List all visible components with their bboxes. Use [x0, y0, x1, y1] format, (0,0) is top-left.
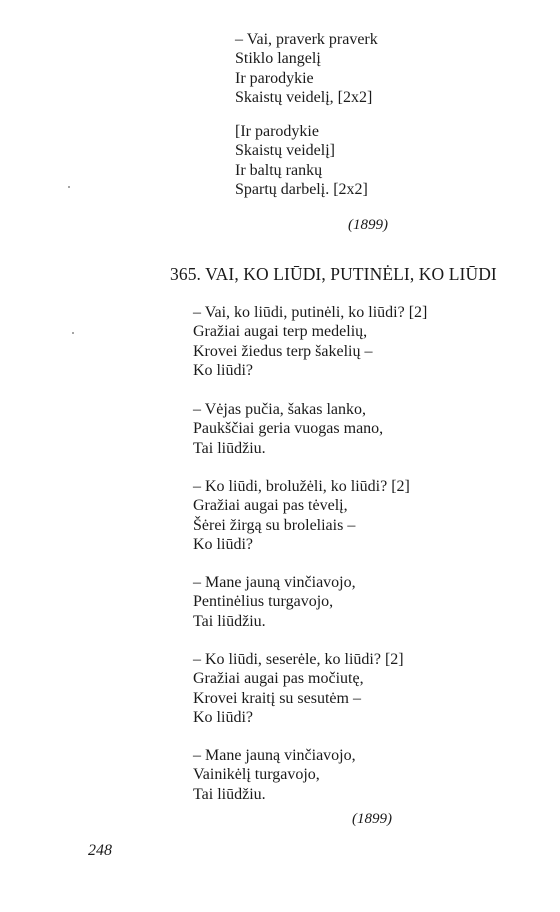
poem-line: Gražiai augai terp medelių, [193, 323, 368, 341]
poem-stanza [193, 746, 356, 804]
poem-stanza [193, 400, 383, 458]
scan-speck [72, 332, 74, 334]
scan-speck [68, 186, 70, 188]
poem-line: [Ir parodykie [235, 123, 319, 140]
poem-line: – Vėjas pučia, šakas lanko, [193, 401, 366, 418]
poem-line: Ko liūdi? [193, 709, 253, 727]
poem-line: Gražiai augai pas tėvelį, [193, 497, 348, 515]
poem-line: – Ko liūdi, seserėle, ko liūdi? [2] [193, 651, 404, 668]
poem-line: Tai liūdžiu. [193, 439, 266, 457]
poem-line: Ko liūdi? [193, 362, 253, 380]
poem-stanza [235, 122, 368, 200]
poem-year: (1899) [348, 217, 388, 233]
poem-line: Vainikėlį turgavojo, [193, 766, 320, 784]
poem-line: Tai liūdžiu. [193, 612, 266, 630]
poem-line: Krovei kraitį su sesutėm – [193, 689, 361, 707]
poem-line: Ir baltų rankų [235, 161, 323, 179]
poem-line: Pentinėlius turgavojo, [193, 593, 334, 611]
poem-stanza [193, 650, 404, 728]
poem-line: – Mane jauną vinčiavojo, [193, 747, 356, 764]
poem-line: Krovei žiedus terp šakelių – [193, 342, 373, 360]
poem-line: – Vai, praverk praverk [235, 31, 378, 48]
poem-line: Skaistų veidelį] [235, 142, 335, 160]
poem-stanza [193, 303, 427, 381]
poem-line: Stiklo langelį [235, 50, 321, 68]
page-number: 248 [88, 842, 112, 859]
poem-line: Paukščiai geria vuogas mano, [193, 420, 384, 438]
poem-line: Šėrei žirgą su broleliais – [193, 516, 356, 534]
poem-line: – Ko liūdi, brolužėli, ko liūdi? [2] [193, 478, 410, 495]
poem-line: Ir parodykie [235, 69, 314, 87]
poem-stanza [193, 477, 410, 555]
poem-year: (1899) [352, 811, 392, 827]
poem-line: – Mane jauną vinčiavojo, [193, 574, 356, 591]
poem-line: Gražiai augai pas močiutę, [193, 670, 364, 688]
poem-line: Skaistų veidelį, [2x2] [235, 89, 373, 107]
poem-stanza [193, 573, 356, 631]
poem-line: Spartų darbelį. [2x2] [235, 181, 368, 199]
poem-line: Tai liūdžiu. [193, 785, 266, 803]
poem-line: Ko liūdi? [193, 536, 253, 554]
poem-stanza [235, 30, 378, 108]
poem-line: – Vai, ko liūdi, putinėli, ko liūdi? [2] [193, 304, 428, 321]
poem-heading: 365. VAI, KO LIŪDI, PUTINĖLI, KO LIŪDI [170, 264, 497, 284]
